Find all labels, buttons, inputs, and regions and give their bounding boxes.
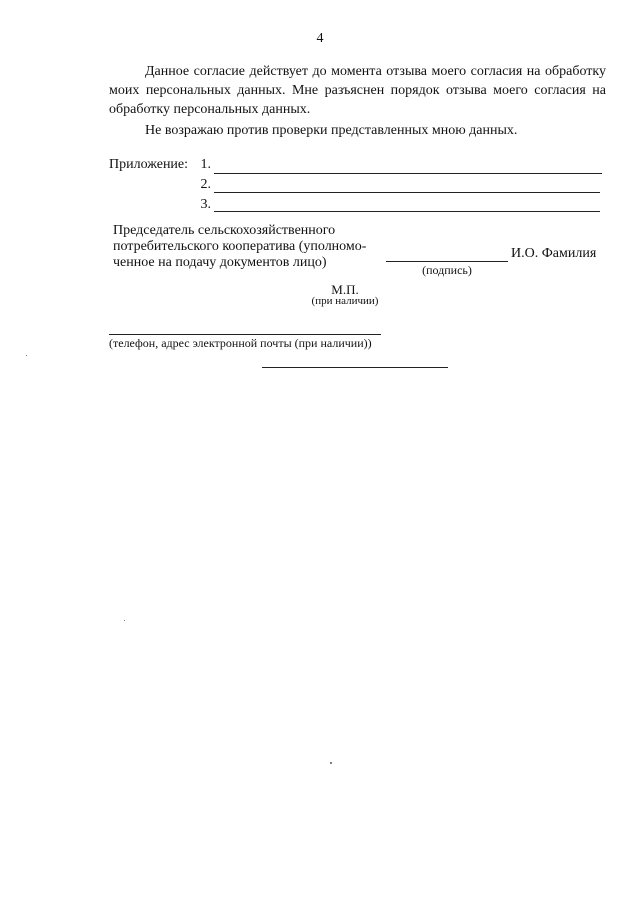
signatory-position: Председатель сельскохозяйственного потребительского кооператива (уполномо-ченное на подачу документов лицо) (113, 223, 367, 270)
contact-caption: (телефон, адрес электронной почты (при наличии)) (109, 336, 372, 350)
signature-caption: (подпись) (422, 263, 472, 277)
attachment-number-2: 2. (200, 177, 211, 192)
contact-line (109, 334, 381, 335)
scan-speck (330, 762, 332, 764)
attachments-label: Приложение: (109, 157, 189, 172)
signature-line (386, 261, 508, 262)
scan-speck (26, 355, 27, 356)
attachment-number-3: 3. (200, 197, 211, 212)
closing-line (262, 367, 448, 368)
attachment-line-2 (214, 192, 600, 193)
signatory-name: И.О. Фамилия (511, 246, 597, 261)
consent-paragraph: Данное согласие действует до момента отзыва моего согласия на обработку моих персональных данных. Мне разъяснен порядок отзыва моего согласия на обработку персональных данных. (109, 64, 606, 117)
page-number: 4 (316, 31, 324, 46)
seal-note: (при наличии) (311, 295, 379, 307)
seal-label: М.П. (331, 282, 359, 297)
attachment-number-1: 1. (200, 157, 211, 172)
verification-paragraph: Не возражаю против проверки представленных мною данных. (145, 123, 518, 138)
attachment-line-1 (214, 173, 602, 174)
attachment-line-3 (214, 211, 600, 212)
scan-speck (124, 620, 125, 621)
